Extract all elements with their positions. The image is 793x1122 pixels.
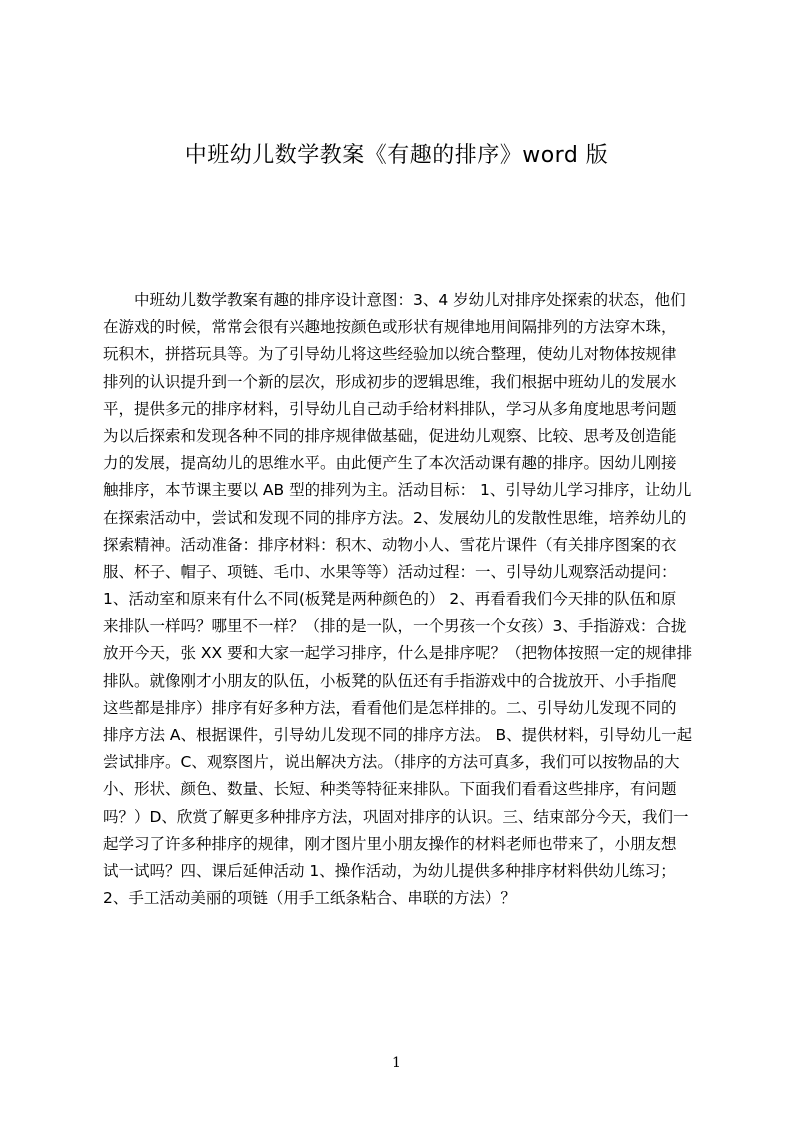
body-line: 探索精神。活动准备：排序材料：积木、动物小人、雪花片课件（有关排序图案的衣 [103, 535, 677, 554]
body-line: 小、形状、颜色、数量、长短、种类等特征来排队。下面我们看看这些排序，有问题 [103, 780, 677, 799]
body-line: 平，提供多元的排序材料，引导幼儿自己动手给材料排队，学习从多角度地思考问题 [103, 399, 677, 418]
body-line: 吗？）D、欣赏了解更多种排序方法，巩固对排序的认识。三、结束部分今天，我们一 [103, 807, 689, 826]
body-line: 玩积木，拼搭玩具等。为了引导幼儿将这些经验加以统合整理，使幼儿对物体按规律 [103, 345, 677, 364]
body-line: 起学习了许多种排序的规律，刚才图片里小朋友操作的材料老师也带来了，小朋友想 [103, 834, 677, 853]
body-line: 力的发展，提高幼儿的思维水平。由此便产生了本次活动课有趣的排序。因幼儿刚接 [103, 454, 677, 473]
body-line: 1、活动室和原来有什么不同(板凳是两种颜色的） 2、再看看我们今天排的队伍和原 [103, 590, 677, 609]
body-line: 中班幼儿数学教案有趣的排序设计意图：3、4 岁幼儿对排序处探索的状态，他们 [103, 291, 686, 309]
body-line: 尝试排序。C、观察图片，说出解决方法。（排序的方法可真多，我们可以按物品的大 [103, 753, 680, 772]
document-body [103, 287, 697, 907]
body-line: 2、手工活动美丽的项链（用手工纸条粘合、串联的方法）？ [103, 889, 516, 907]
body-line: 在探索活动中，尝试和发现不同的排序方法。2、发展幼儿的发散性思维，培养幼儿的 [103, 508, 687, 527]
body-line: 这些都是排序）排序有好多种方法，看看他们是怎样排的。二、引导幼儿发现不同的 [103, 698, 677, 717]
body-line: 来排队一样吗？哪里不一样？（排的是一队，一个男孩一个女孩）3、手指游戏：合拢 [103, 617, 687, 636]
body-line: 触排序，本节课主要以 AB 型的排列为主。活动目标： 1、引导幼儿学习排序，让幼儿 [103, 481, 692, 500]
body-line: 在游戏的时候，常常会很有兴趣地按颜色或形状有规律地用间隔排列的方法穿木珠， [103, 318, 677, 337]
page-number: 1 [392, 1055, 401, 1071]
body-line: 排序方法 A、根据课件，引导幼儿发现不同的排序方法。 B、提供材料，引导幼儿一起 [103, 726, 693, 744]
body-line: 排列的认识提升到一个新的层次，形成初步的逻辑思维，我们根据中班幼儿的发展水 [103, 372, 677, 391]
body-line: 排队。就像刚才小朋友的队伍，小板凳的队伍还有手指游戏中的合拢放开、小手指爬 [103, 671, 677, 690]
body-line: 试一试吗？四、课后延伸活动 1、操作活动，为幼儿提供多种排序材料供幼儿练习； [103, 861, 676, 880]
body-line: 为以后探索和发现各种不同的排序规律做基础，促进幼儿观察、比较、思考及创造能 [103, 426, 677, 445]
body-line: 放开今天，张 XX 要和大家一起学习排序，什么是排序呢？（把物体按照一定的规律排 [103, 644, 693, 663]
document-title: 中班幼儿数学教案《有趣的排序》word 版 [184, 143, 609, 168]
body-line: 服、杯子、帽子、项链、毛巾、水果等等）活动过程：一、引导幼儿观察活动提问： [103, 562, 677, 581]
